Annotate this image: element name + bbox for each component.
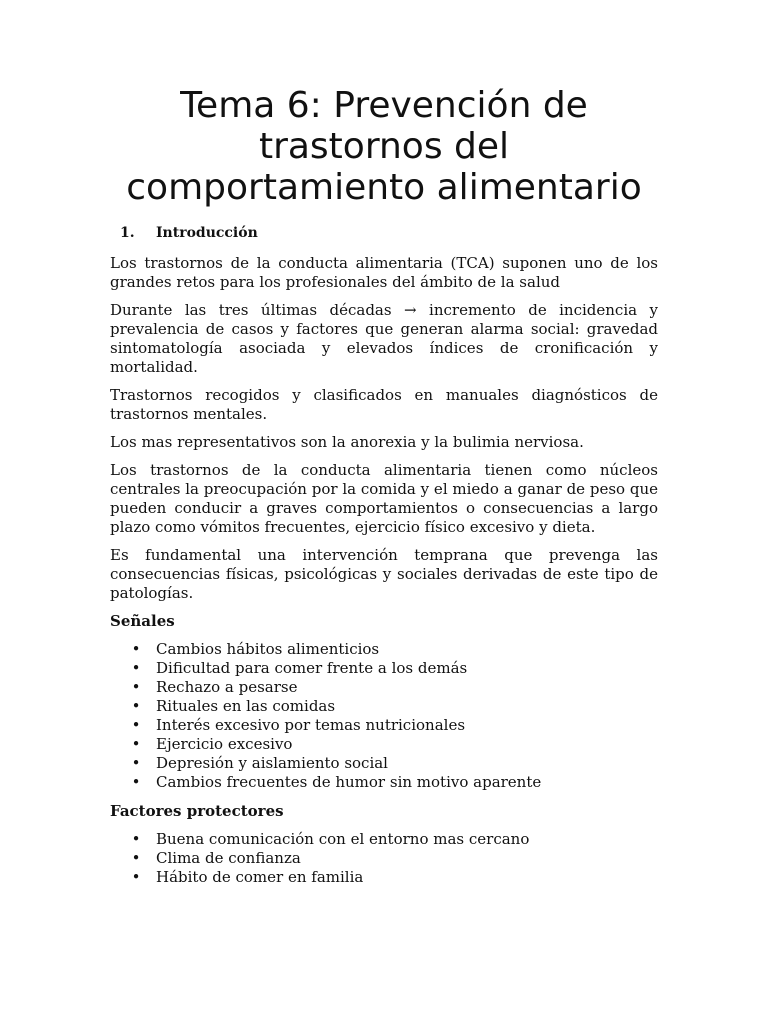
bullet-icon: • — [131, 754, 141, 772]
bullet-icon: • — [131, 830, 141, 848]
paragraph: Durante las tres últimas décadas → incremento de incidencia y prevalencia de casos y factores que generan alarma social: gravedad sintomatología asociada y elevados índices de cronificación y mortalidad. — [110, 301, 658, 376]
list-item — [110, 754, 658, 773]
document-body — [110, 224, 658, 897]
section-number: 1. — [120, 225, 135, 241]
document-title: Tema 6: Prevención de trastornos del comportamiento alimentario — [126, 85, 642, 208]
paragraph: Es fundamental una intervención temprana que prevenga las consecuencias físicas, psicológicas y sociales derivadas de este tipo de patologías. — [110, 546, 658, 602]
bullet-icon: • — [131, 659, 141, 677]
paragraph: Trastornos recogidos y clasificados en manuales diagnósticos de trastornos mentales. — [110, 386, 658, 423]
bullet-icon: • — [131, 697, 141, 715]
bullet-icon: • — [131, 640, 141, 658]
list-item — [110, 659, 658, 678]
list-item — [110, 773, 658, 792]
list-item-text: Dificultad para comer frente a los demás — [156, 659, 468, 677]
factores-list — [110, 830, 658, 887]
bullet-icon: • — [131, 678, 141, 696]
bullet-icon: • — [131, 735, 141, 753]
list-item — [110, 830, 658, 849]
paragraph: Los mas representativos son la anorexia y la bulimia nerviosa. — [110, 433, 584, 451]
list-item-text: Cambios hábitos alimenticios — [156, 640, 380, 658]
list-item — [110, 735, 658, 754]
list-item — [110, 640, 658, 659]
list-item-text: Rechazo a pesarse — [156, 678, 298, 696]
senales-list — [110, 640, 658, 792]
paragraph: Los trastornos de la conducta alimentaria tienen como núcleos centrales la preocupación por la comida y el miedo a ganar de peso que pueden conducir a graves comportamientos o consecuencias a largo plazo como vómitos frecuentes, ejercicio físico excesivo y dieta. — [110, 461, 658, 536]
bullet-icon: • — [131, 716, 141, 734]
list-item-text: Rituales en las comidas — [156, 697, 336, 715]
list-item-text: Depresión y aislamiento social — [156, 754, 388, 772]
list-item — [110, 697, 658, 716]
list-item-text: Hábito de comer en familia — [156, 868, 364, 886]
list-item-text: Buena comunicación con el entorno mas cercano — [156, 830, 530, 848]
bullet-icon: • — [131, 773, 141, 791]
section-heading — [110, 224, 658, 243]
paragraph: Los trastornos de la conducta alimentaria (TCA) suponen uno de los grandes retos para los profesionales del ámbito de la salud — [110, 254, 658, 291]
list-item — [110, 678, 658, 697]
section-title: Introducción — [156, 225, 258, 241]
senales-heading: Señales — [110, 612, 175, 630]
list-item-text: Cambios frecuentes de humor sin motivo aparente — [156, 773, 542, 791]
bullet-icon: • — [131, 868, 141, 886]
list-item — [110, 716, 658, 735]
list-item-text: Interés excesivo por temas nutricionales — [156, 716, 466, 734]
list-item-text: Clima de confianza — [156, 849, 301, 867]
list-item — [110, 868, 658, 887]
list-item-text: Ejercicio excesivo — [156, 735, 293, 753]
list-item — [110, 849, 658, 868]
bullet-icon: • — [131, 849, 141, 867]
factores-heading: Factores protectores — [110, 802, 284, 820]
